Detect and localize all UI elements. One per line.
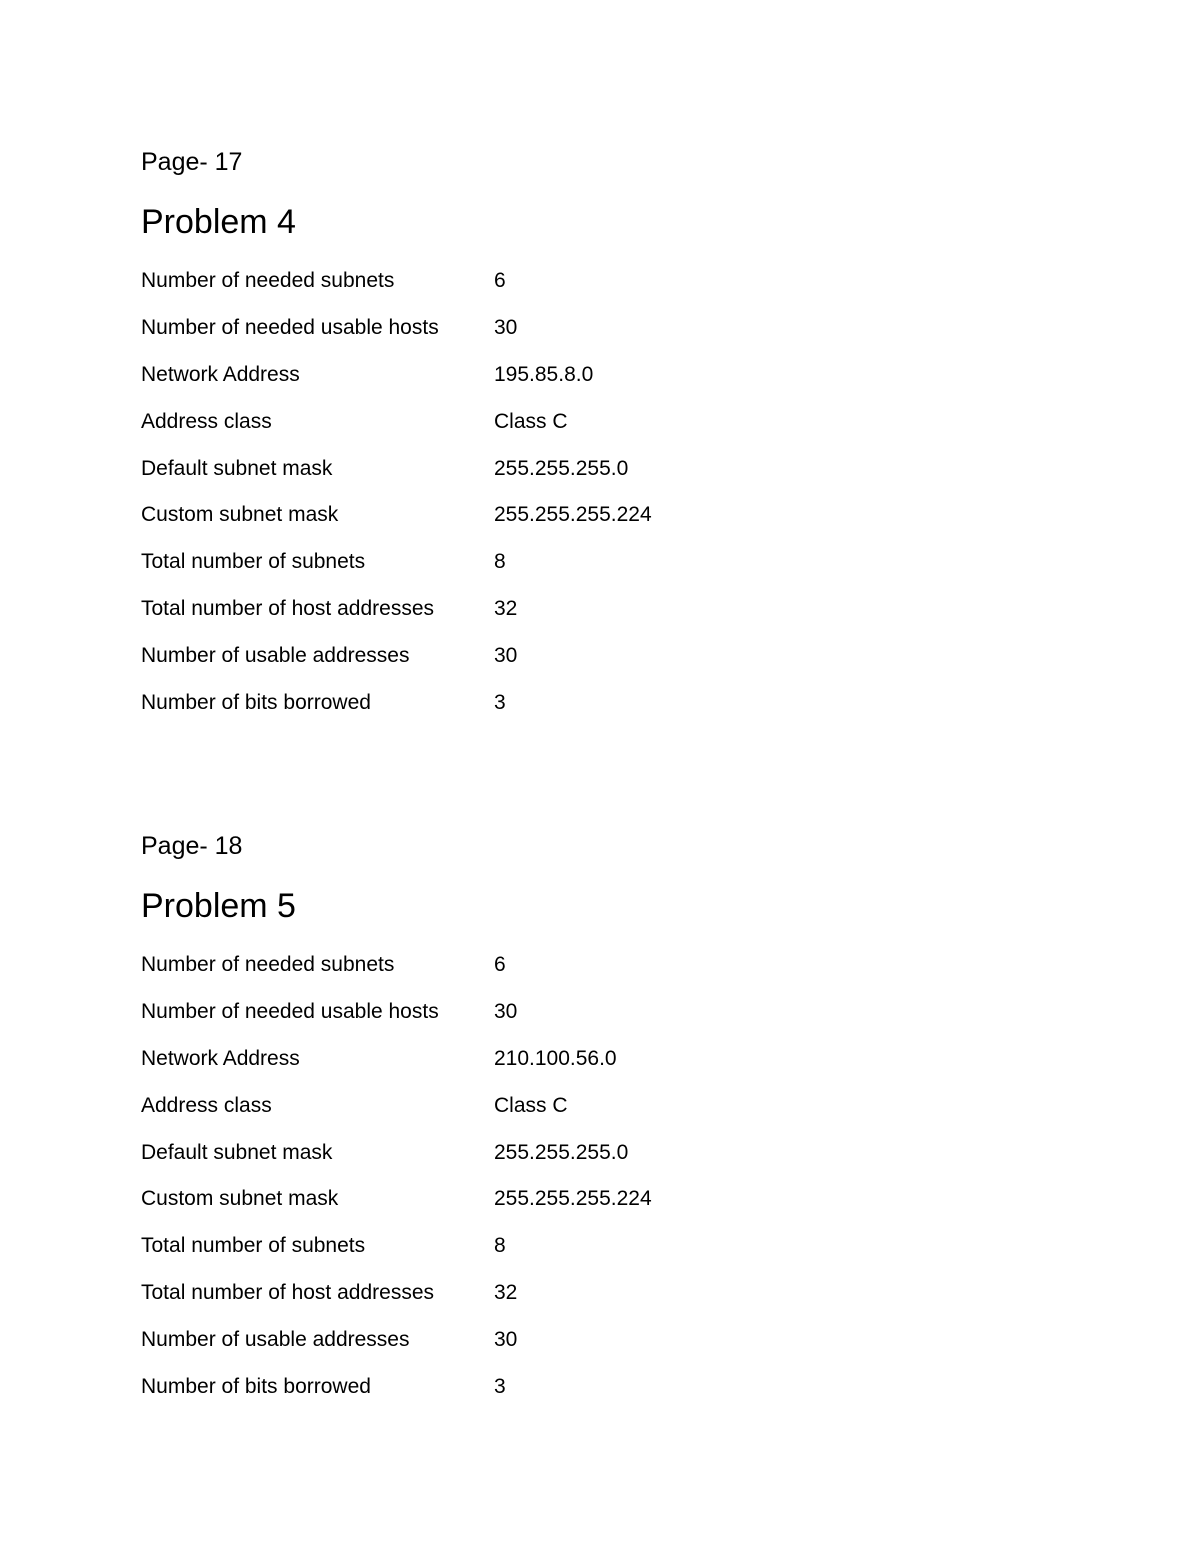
table-row — [141, 1176, 1041, 1223]
row-value: 32 — [494, 596, 518, 620]
table-row — [141, 1036, 1041, 1083]
problem-title: Problem 5 — [141, 887, 296, 925]
row-value: 255.255.255.224 — [494, 503, 652, 527]
row-label: Custom subnet mask — [141, 1187, 339, 1211]
table-row — [141, 679, 1041, 726]
table-row — [141, 398, 1041, 445]
table-row — [141, 305, 1041, 352]
row-label: Number of bits borrowed — [141, 1374, 371, 1398]
table-row — [141, 492, 1041, 539]
row-value: 255.255.255.0 — [494, 456, 629, 480]
row-label: Number of needed subnets — [141, 953, 395, 977]
table-row — [141, 539, 1041, 586]
table-row — [141, 1129, 1041, 1176]
problem-title: Problem 4 — [141, 203, 296, 241]
row-label: Network Address — [141, 1046, 300, 1070]
row-value: 30 — [494, 643, 518, 667]
row-value: 30 — [494, 1000, 518, 1024]
row-label: Total number of subnets — [141, 550, 366, 574]
row-label: Number of usable addresses — [141, 1327, 410, 1351]
row-value: 255.255.255.224 — [494, 1187, 652, 1211]
table-row — [141, 632, 1041, 679]
table-row — [141, 445, 1041, 492]
row-value: 6 — [494, 269, 506, 293]
row-label: Number of usable addresses — [141, 643, 410, 667]
row-label: Number of needed usable hosts — [141, 1000, 439, 1024]
page-label: Page- 17 — [141, 148, 243, 176]
page-label: Page- 18 — [141, 832, 243, 860]
row-value: 210.100.56.0 — [494, 1046, 617, 1070]
row-label: Number of needed subnets — [141, 269, 395, 293]
problem-table — [141, 942, 1041, 1410]
row-label: Network Address — [141, 362, 300, 386]
row-value: Class C — [494, 1093, 568, 1117]
row-label: Default subnet mask — [141, 456, 333, 480]
problem-section-4 — [141, 144, 1041, 726]
table-row — [141, 586, 1041, 633]
table-row — [141, 1363, 1041, 1410]
row-value: 32 — [494, 1280, 518, 1304]
table-row — [141, 258, 1041, 305]
table-row — [141, 1082, 1041, 1129]
row-value: 30 — [494, 1327, 518, 1351]
row-label: Total number of host addresses — [141, 1280, 434, 1304]
row-label: Address class — [141, 409, 272, 433]
row-value: 3 — [494, 1374, 506, 1398]
problem-table — [141, 258, 1041, 726]
row-value: 8 — [494, 550, 506, 574]
row-value: 195.85.8.0 — [494, 362, 594, 386]
table-row — [141, 1270, 1041, 1317]
row-value: 255.255.255.0 — [494, 1140, 629, 1164]
row-label: Default subnet mask — [141, 1140, 333, 1164]
row-value: Class C — [494, 409, 568, 433]
table-row — [141, 1223, 1041, 1270]
table-row — [141, 989, 1041, 1036]
row-label: Custom subnet mask — [141, 503, 339, 527]
row-label: Number of bits borrowed — [141, 690, 371, 714]
row-label: Total number of host addresses — [141, 596, 434, 620]
row-value: 6 — [494, 953, 506, 977]
row-label: Address class — [141, 1093, 272, 1117]
table-row — [141, 1316, 1041, 1363]
problem-section-5 — [141, 828, 1041, 1410]
row-value: 8 — [494, 1234, 506, 1258]
table-row — [141, 352, 1041, 399]
row-label: Number of needed usable hosts — [141, 316, 439, 340]
row-value: 30 — [494, 316, 518, 340]
row-label: Total number of subnets — [141, 1234, 366, 1258]
row-value: 3 — [494, 690, 506, 714]
table-row — [141, 942, 1041, 989]
